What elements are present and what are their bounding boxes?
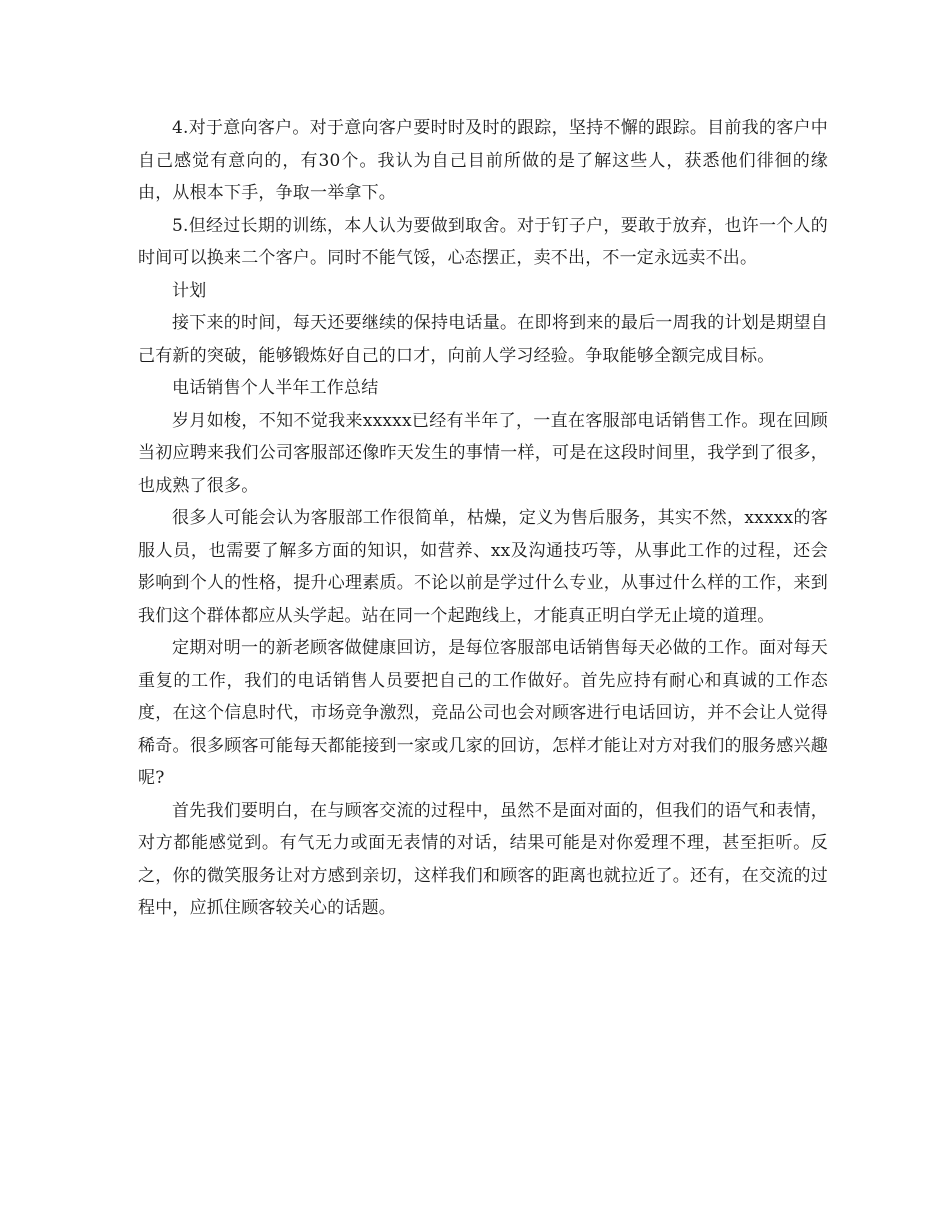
paragraph-health-follow-up: 定期对明一的新老顾客做健康回访，是每位客服部电话销售每天必做的工作。面对每天重复的工作，我们的电话销售人员要把自己的工作做好。首先应持有耐心和真诚的工作态度，在这个信息时代，市场竞争激烈，竞品公司也会对顾客进行电话回访，并不会让人觉得稀奇。很多顾客可能每天都能接到一家或几家的回访，怎样才能让对方对我们的服务感兴趣呢? [138, 638, 828, 788]
document-body [138, 112, 828, 925]
section-heading-half-year-summary: 电话销售个人半年工作总结 [172, 378, 379, 398]
paragraph-communication-tips: 首先我们要明白，在与顾客交流的过程中，虽然不是面对面的，但我们的语气和表情，对方都能感觉到。有气无力或面无表情的对话，结果可能是对你爱理不理，甚至拒听。反之，你的微笑服务让对方感到亲切，这样我们和顾客的距离也就拉近了。还有，在交流的过程中，应抓住顾客较关心的话题。 [138, 800, 828, 918]
paragraph-half-year-intro: 岁月如梭，不知不觉我来xxxxx已经有半年了，一直在客服部电话销售工作。现在回顾当初应聘来我们公司客服部还像昨天发生的事情一样，可是在这段时间里，我学到了很多，也成熟了很多。 [138, 410, 828, 496]
section-heading-plan: 计划 [172, 280, 207, 301]
paragraph-plan: 接下来的时间，每天还要继续的保持电话量。在即将到来的最后一周我的计划是期望自己有新的突破，能够锻炼好自己的口才，向前人学习经验。争取能够全额完成目标。 [138, 313, 828, 366]
paragraph-intention-customers: 4.对于意向客户。对于意向客户要时时及时的跟踪，坚持不懈的跟踪。目前我的客户中自己感觉有意向的，有30个。我认为自己目前所做的是了解这些人，获悉他们徘徊的缘由，从根本下手，争取一举拿下。 [138, 118, 828, 203]
paragraph-trade-offs: 5.但经过长期的训练，本人认为要做到取舍。对于钉子户，要敢于放弃，也许一个人的时间可以换来二个客户。同时不能气馁，心态摆正，卖不出，不一定永远卖不出。 [138, 215, 828, 268]
paragraph-customer-service-work: 很多人可能会认为客服部工作很简单，枯燥，定义为售后服务，其实不然，xxxxx的客服人员，也需要了解多方面的知识，如营养、xx及沟通技巧等，从事此工作的过程，还会影响到个人的性格，提升心理素质。不论以前是学过什么专业，从事过什么样的工作，来到我们这个群体都应从头学起。站在同一个起跑线上，才能真正明白学无止境的道理。 [138, 508, 828, 626]
